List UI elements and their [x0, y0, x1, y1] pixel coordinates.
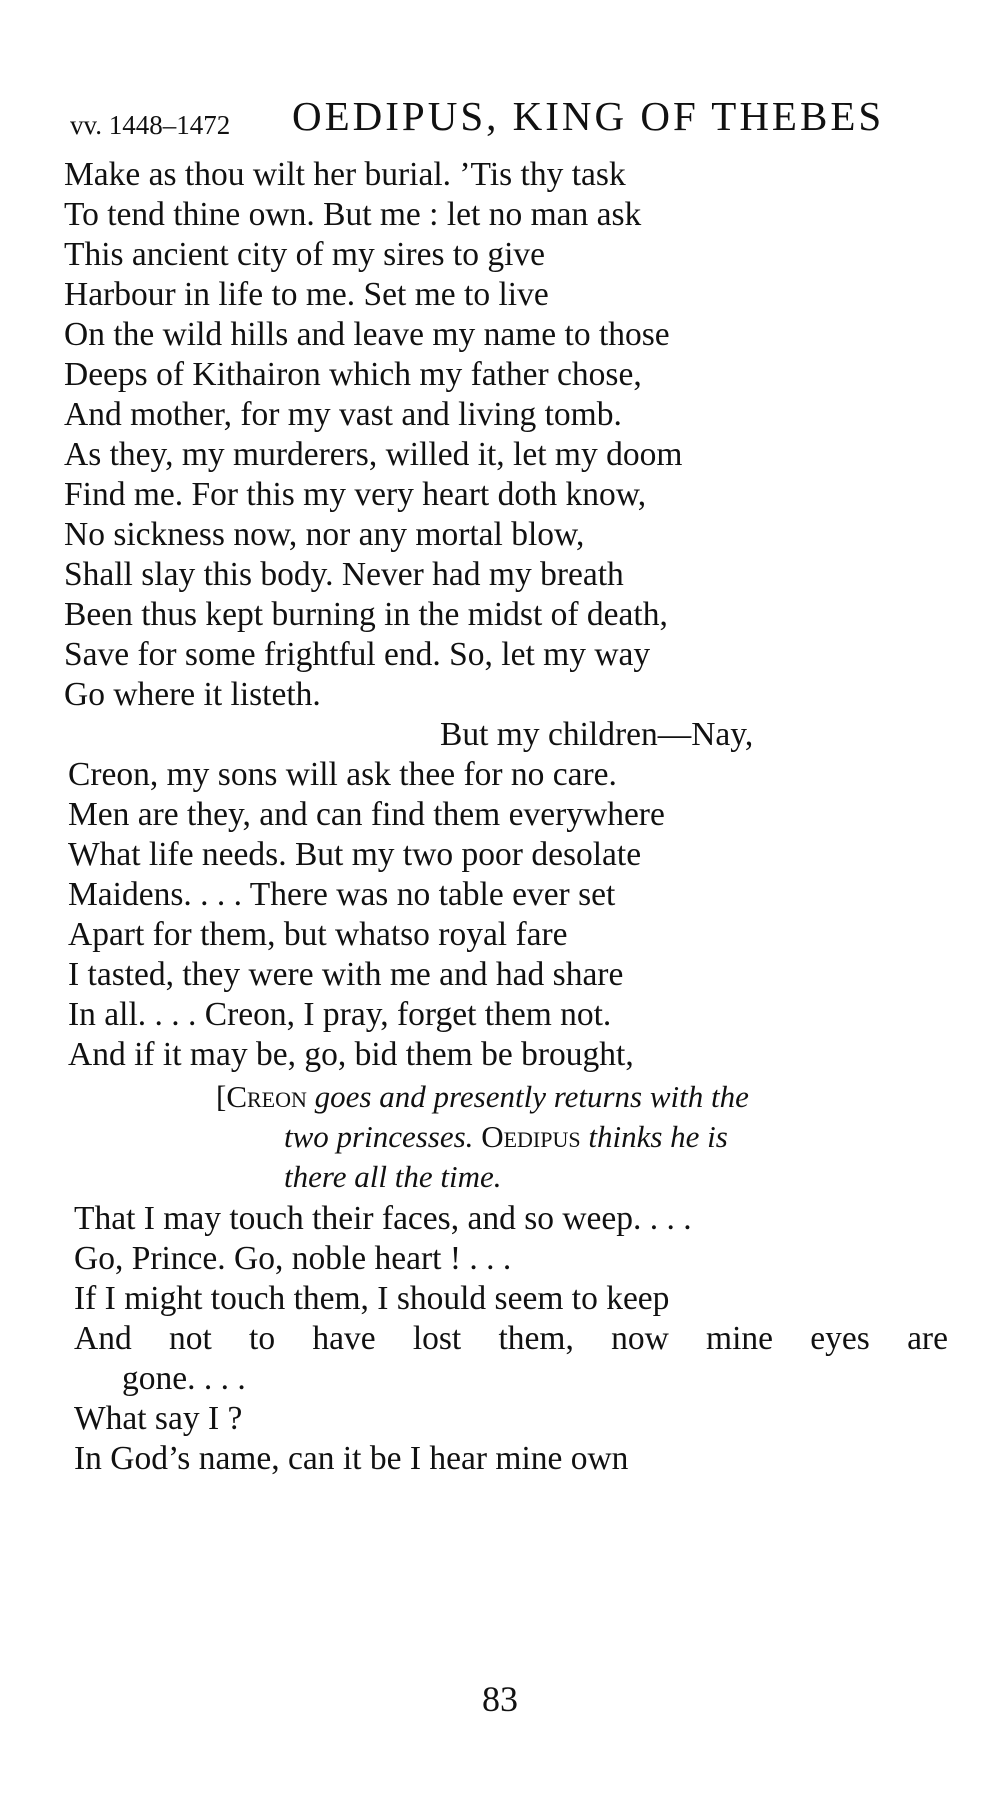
- character-name-oedipus: Oedipus: [481, 1119, 581, 1154]
- stage-direction-line-3: [284, 1157, 502, 1197]
- character-name-creon: Creon: [226, 1079, 307, 1114]
- verse-line: Find me. For this my very heart doth know,: [64, 476, 647, 513]
- verse-line: Deeps of Kithairon which my father chose,: [64, 356, 642, 393]
- verse-line: That I may touch their faces, and so weep. . . .: [74, 1200, 692, 1237]
- word: not: [168, 1320, 212, 1357]
- stage-direction-text: thinks he is: [588, 1119, 728, 1154]
- word: to: [249, 1320, 276, 1357]
- stage-direction-line-1: [216, 1077, 749, 1117]
- verse-line: If I might touch them, I should seem to keep: [74, 1280, 670, 1317]
- verse-line: What life needs. But my two poor desolate: [68, 836, 642, 873]
- line-reference: vv. 1448–1472: [70, 110, 231, 140]
- verse-line: Make as thou wilt her burial. ’Tis thy task: [64, 156, 626, 193]
- verse-line: In all. . . . Creon, I pray, forget them not.: [68, 996, 612, 1033]
- word: have: [312, 1320, 376, 1357]
- verse-line-indented: But my children—Nay,: [440, 716, 754, 753]
- verse-line: Go, Prince. Go, noble heart ! . . .: [74, 1240, 512, 1277]
- running-header: [70, 92, 940, 152]
- word: them,: [498, 1320, 574, 1357]
- running-title: OEDIPUS, KING OF THEBES: [292, 93, 885, 139]
- verse-line: And if it may be, go, bid them be brought,: [68, 1036, 634, 1073]
- verse-line: In God’s name, can it be I hear mine own: [74, 1440, 629, 1477]
- page-number: 83: [482, 1679, 518, 1719]
- verse-line: And mother, for my vast and living tomb.: [64, 396, 622, 433]
- word: now: [611, 1320, 669, 1357]
- stage-direction-bracket: [: [216, 1079, 227, 1114]
- verse-line: Maidens. . . . There was no table ever set: [68, 876, 616, 913]
- verse-line: As they, my murderers, willed it, let my doom: [64, 436, 683, 473]
- verse-line: No sickness now, nor any mortal blow,: [64, 516, 585, 553]
- verse-line: On the wild hills and leave my name to those: [64, 316, 670, 353]
- verse-line: What say I ?: [74, 1400, 243, 1437]
- verse-line: To tend thine own. But me : let no man ask: [64, 196, 642, 233]
- verse-line: This ancient city of my sires to give: [64, 236, 545, 273]
- verse-line: Save for some frightful end. So, let my way: [64, 636, 651, 673]
- word: are: [907, 1320, 948, 1357]
- verse-line: Harbour in life to me. Set me to live: [64, 276, 549, 313]
- verse-line-justified: [74, 1319, 948, 1359]
- stage-direction-text: there all the time.: [284, 1159, 502, 1194]
- verse-line: Shall slay this body. Never had my breath: [64, 556, 624, 593]
- stage-direction-text: goes and presently returns with the: [306, 1079, 749, 1114]
- verse-line: Creon, my sons will ask thee for no care.: [68, 756, 617, 793]
- verse-line: Go where it listeth.: [64, 676, 321, 713]
- word: lost: [412, 1320, 462, 1357]
- verse-line: Apart for them, but whatso royal fare: [68, 916, 568, 953]
- verse-line: Men are they, and can find them everywhere: [68, 796, 665, 833]
- verse-line-turnover: gone. . . .: [122, 1360, 246, 1397]
- word: mine: [706, 1320, 774, 1357]
- word: And: [74, 1320, 132, 1357]
- verse-line: I tasted, they were with me and had share: [68, 956, 624, 993]
- stage-direction-line-2: [284, 1117, 728, 1157]
- verse-line: Been thus kept burning in the midst of death,: [64, 596, 668, 633]
- stage-direction-text: two princesses.: [284, 1119, 474, 1154]
- word: eyes: [810, 1320, 870, 1357]
